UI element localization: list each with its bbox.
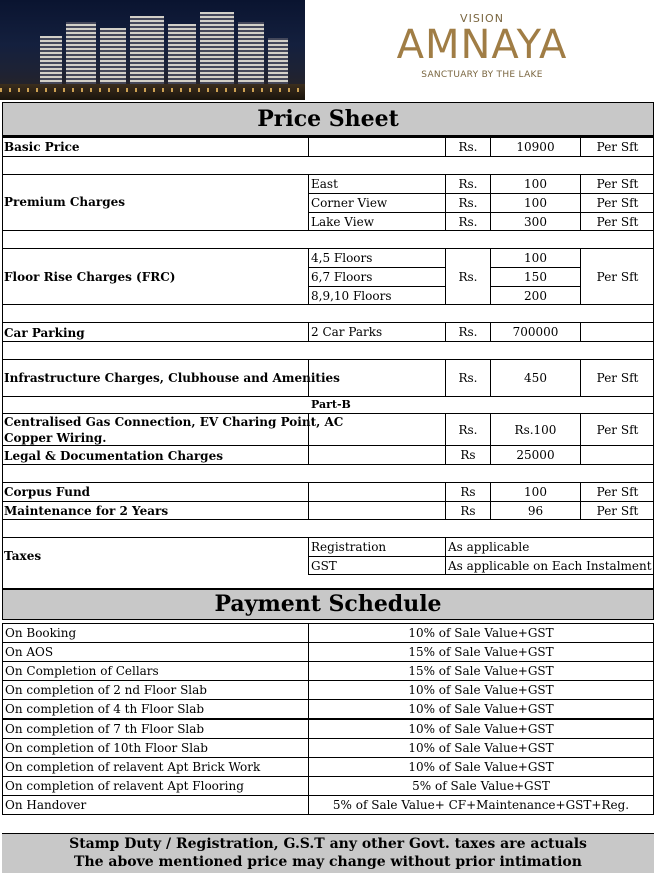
premium-lake-unit: Per Sft [580, 212, 654, 231]
frc-rs: Rs. [445, 248, 491, 305]
gas-unit: Per Sft [580, 413, 654, 446]
schedule-stage: On AOS [2, 642, 309, 662]
schedule-stage: On Booking [2, 623, 309, 643]
schedule-amount: 5% of Sale Value+ CF+Maintenance+GST+Reg. [308, 795, 654, 815]
frc-value-8910: 200 [490, 286, 581, 305]
gas-label-line2: Copper Wiring. [4, 431, 107, 445]
infra-rs: Rs. [445, 359, 491, 397]
corpus-label: Corpus Fund [4, 485, 91, 499]
premium-east-rs: Rs. [445, 174, 491, 194]
brand-logo [305, 0, 659, 100]
premium-corner-unit: Per Sft [580, 193, 654, 213]
frc-floors-8910: 8,9,10 Floors [308, 286, 446, 305]
frc-unit: Per Sft [580, 248, 654, 305]
tax-gst: GST [308, 556, 446, 575]
premium-east-value: 100 [490, 174, 581, 194]
parking-name: 2 Car Parks [308, 322, 446, 342]
schedule-stage: On Completion of Cellars [2, 661, 309, 681]
premium-label: Premium Charges [4, 195, 125, 209]
schedule-amount: 15% of Sale Value+GST [308, 661, 654, 681]
legal-label: Legal & Documentation Charges [4, 449, 223, 463]
corpus-unit: Per Sft [580, 482, 654, 502]
maint-unit: Per Sft [580, 501, 654, 520]
frc-label: Floor Rise Charges (FRC) [4, 270, 176, 284]
premium-corner-rs: Rs. [445, 193, 491, 213]
schedule-stage: On Handover [2, 795, 309, 815]
legal-rs: Rs [445, 445, 491, 465]
tax-gst-value: As applicable on Each Instalment [445, 556, 654, 575]
schedule-stage: On completion of relavent Apt Flooring [2, 776, 309, 796]
building-night-photo [0, 0, 305, 100]
premium-lake-value: 300 [490, 212, 581, 231]
schedule-stage: On completion of 4 th Floor Slab [2, 699, 309, 719]
premium-corner-value: 100 [490, 193, 581, 213]
basic-price-blank [308, 137, 446, 157]
schedule-stage: On completion of 7 th Floor Slab [2, 719, 309, 739]
schedule-stage: On completion of 10th Floor Slab [2, 738, 309, 758]
schedule-amount: 10% of Sale Value+GST [308, 757, 654, 777]
tax-registration-value: As applicable [445, 537, 654, 557]
infra-unit: Per Sft [580, 359, 654, 397]
basic-price-rs: Rs. [445, 137, 491, 157]
parking-rs: Rs. [445, 322, 491, 342]
maint-label: Maintenance for 2 Years [4, 504, 169, 518]
frc-floors-67: 6,7 Floors [308, 267, 446, 287]
schedule-amount: 10% of Sale Value+GST [308, 738, 654, 758]
legal-blank [308, 445, 446, 465]
tax-registration: Registration [308, 537, 446, 557]
gas-label-line1: Centralised Gas Connection, EV Charing Point, AC [4, 415, 344, 429]
premium-lake-rs: Rs. [445, 212, 491, 231]
schedule-amount: 15% of Sale Value+GST [308, 642, 654, 662]
legal-unit-blank [580, 445, 654, 465]
parking-label: Car Parking [4, 326, 85, 340]
gas-rs: Rs. [445, 413, 491, 446]
schedule-amount: 10% of Sale Value+GST [308, 699, 654, 719]
footer-notes [2, 833, 654, 873]
maint-rs: Rs [445, 501, 491, 520]
footer-line-1: Stamp Duty / Registration, G.S.T any other Govt. taxes are actuals [69, 836, 587, 852]
premium-east: East [308, 174, 446, 194]
taxes-label: Taxes [4, 549, 42, 563]
frc-value-45: 100 [490, 248, 581, 268]
gas-blank [308, 413, 446, 446]
footer-line-2: The above mentioned price may change without prior intimation [74, 854, 582, 870]
legal-value: 25000 [490, 445, 581, 465]
infra-label: Infrastructure Charges, Clubhouse and Amenities [4, 371, 340, 385]
schedule-stage: On completion of relavent Apt Brick Work [2, 757, 309, 777]
corpus-blank [308, 482, 446, 502]
schedule-amount: 10% of Sale Value+GST [308, 623, 654, 643]
maint-value: 96 [490, 501, 581, 520]
price-sheet-title: Price Sheet [2, 102, 654, 136]
premium-corner: Corner View [308, 193, 446, 213]
schedule-amount: 5% of Sale Value+GST [308, 776, 654, 796]
brand-tagline: SANCTUARY BY THE LAKE [421, 70, 543, 80]
premium-lake: Lake View [308, 212, 446, 231]
schedule-amount: 10% of Sale Value+GST [308, 719, 654, 739]
maint-blank [308, 501, 446, 520]
infra-value: 450 [490, 359, 581, 397]
brand-pre: VISION [460, 12, 504, 25]
gas-value: Rs.100 [490, 413, 581, 446]
corpus-value: 100 [490, 482, 581, 502]
frc-floors-45: 4,5 Floors [308, 248, 446, 268]
schedule-amount: 10% of Sale Value+GST [308, 680, 654, 700]
parking-value: 700000 [490, 322, 581, 342]
basic-price-label: Basic Price [2, 137, 309, 157]
infra-blank [308, 359, 446, 397]
brand-name: AMNAYA [396, 22, 568, 68]
premium-east-unit: Per Sft [580, 174, 654, 194]
corpus-rs: Rs [445, 482, 491, 502]
payment-schedule-title: Payment Schedule [2, 589, 654, 620]
schedule-stage: On completion of 2 nd Floor Slab [2, 680, 309, 700]
basic-price-value: 10900 [490, 137, 581, 157]
part-b-label: Part-B [311, 398, 351, 411]
frc-value-67: 150 [490, 267, 581, 287]
parking-unit-blank [580, 322, 654, 342]
basic-price-unit: Per Sft [580, 137, 654, 157]
